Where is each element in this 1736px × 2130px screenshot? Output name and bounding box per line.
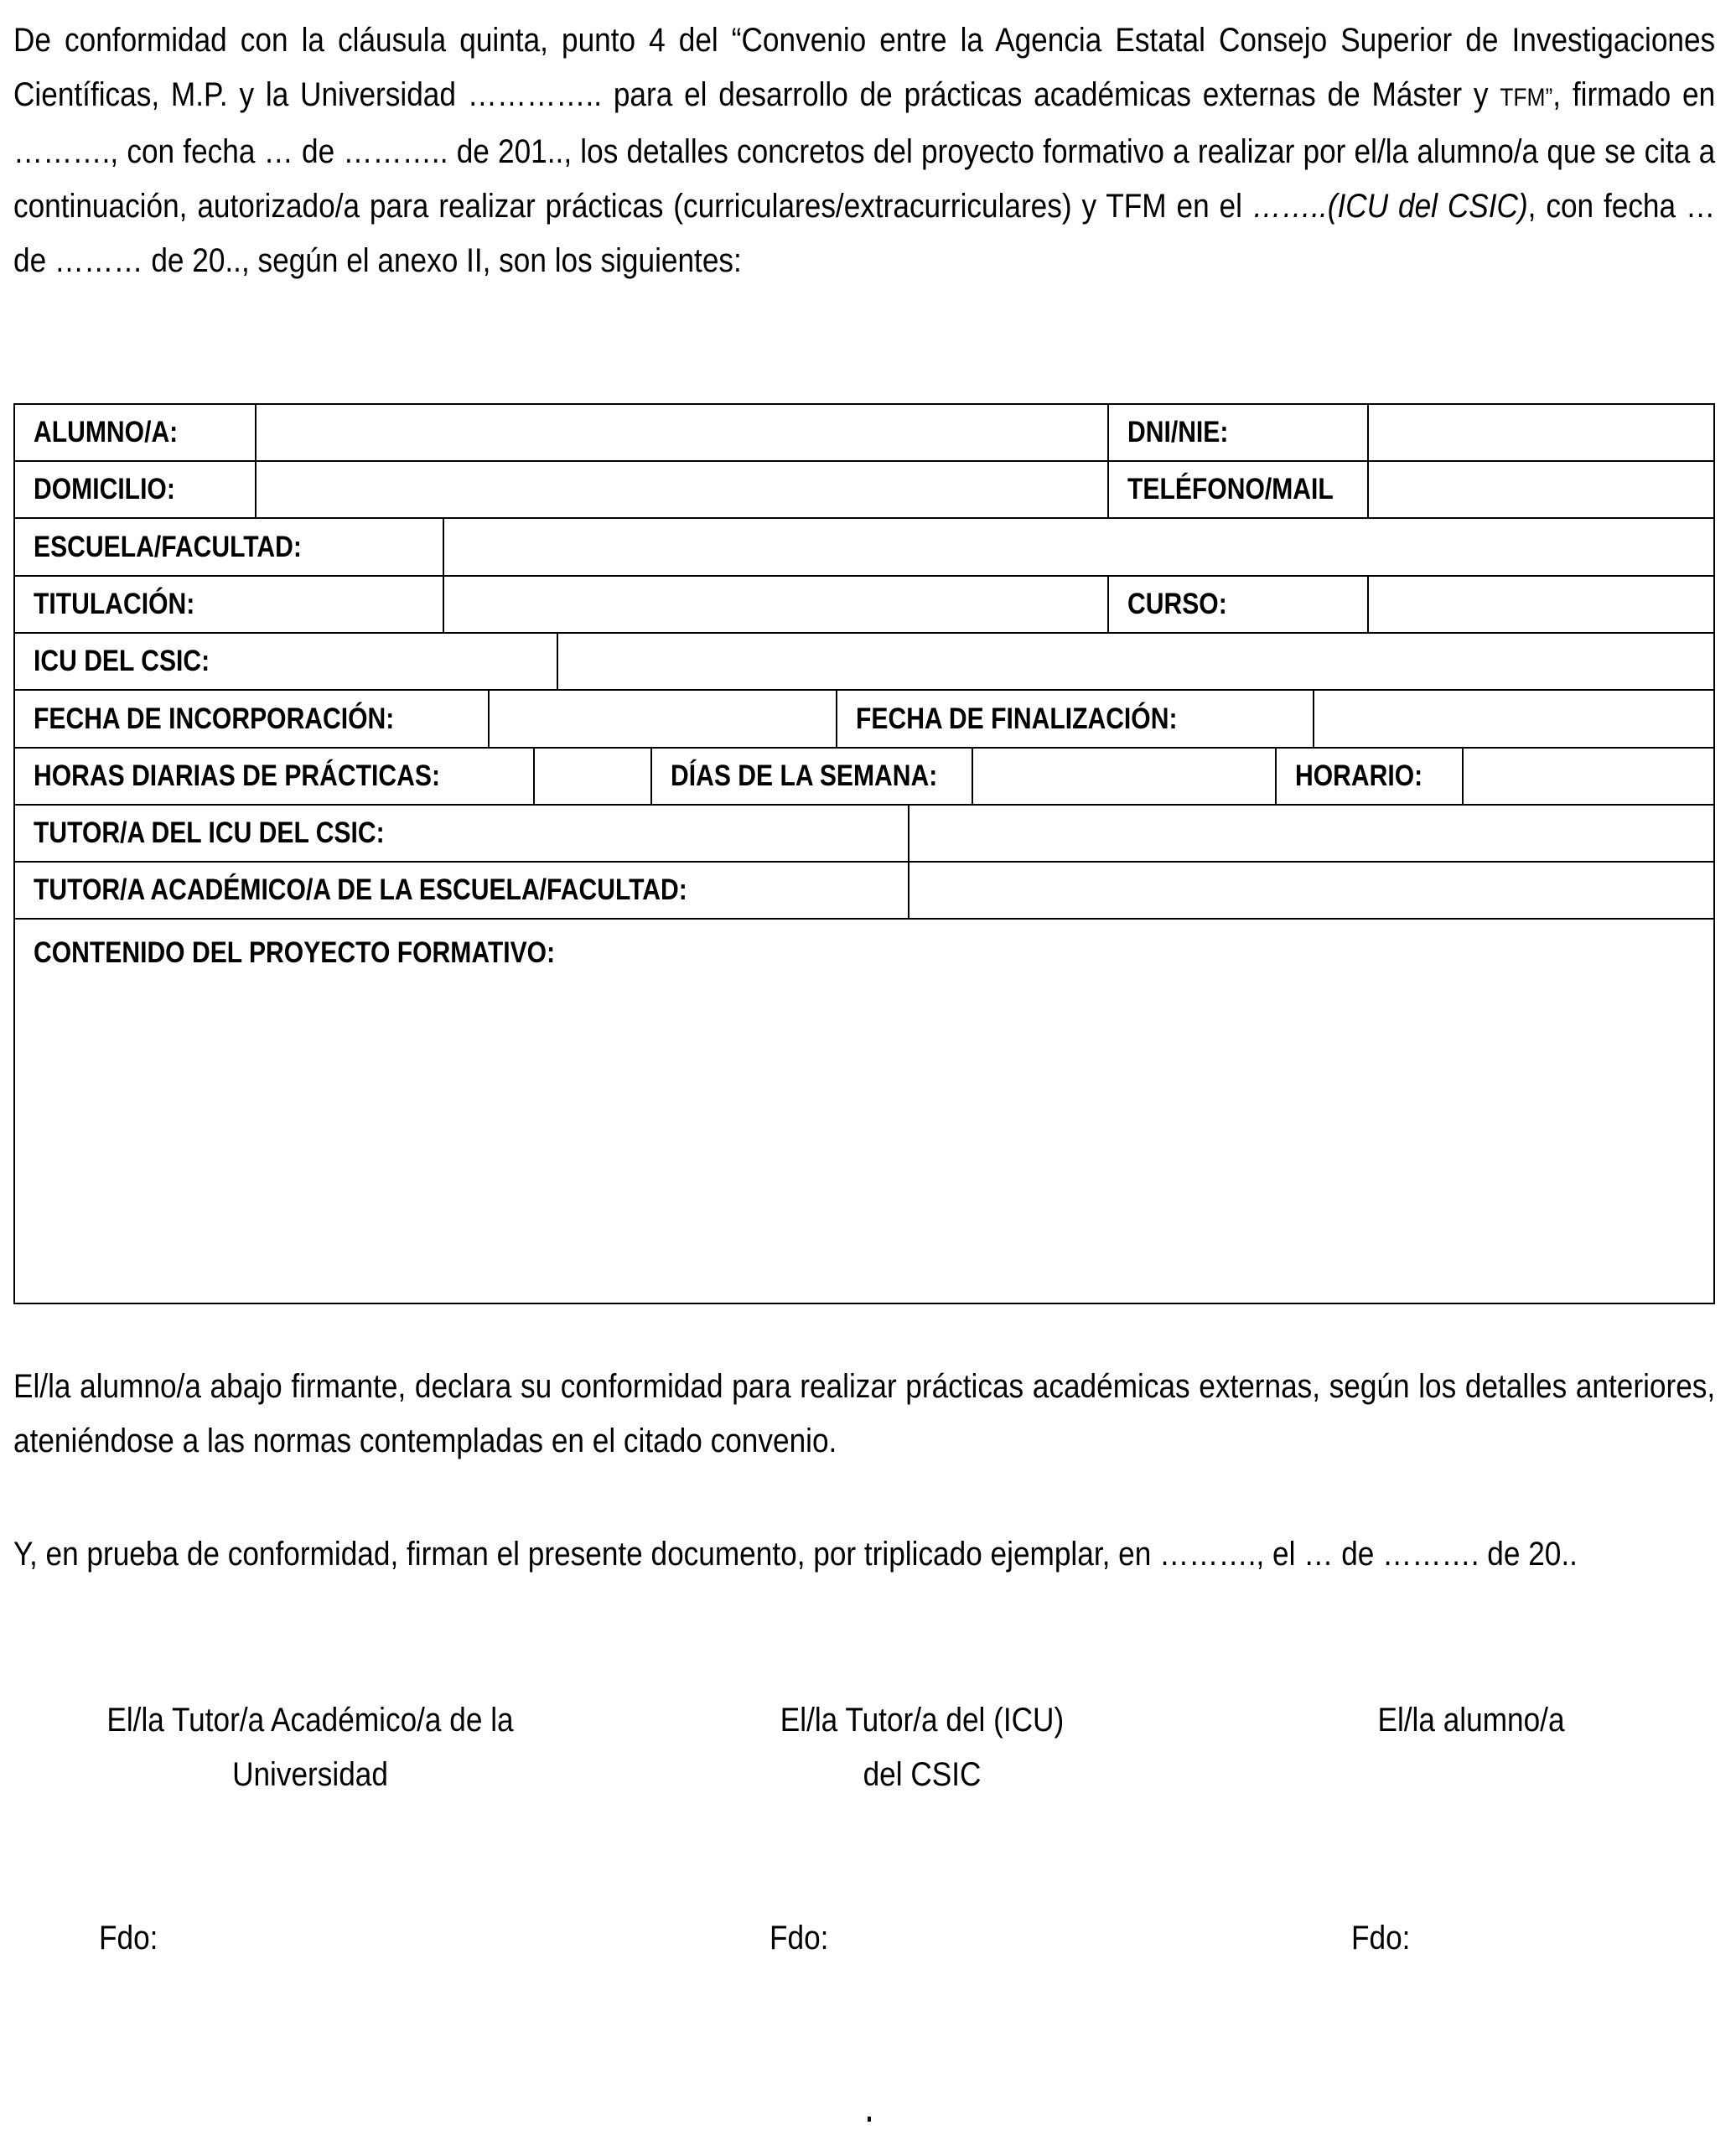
cell-curso-label bbox=[1109, 577, 1369, 632]
cell-tutor-academico-label bbox=[15, 863, 909, 918]
cell-dias-label bbox=[652, 749, 973, 804]
input-escuela[interactable] bbox=[444, 519, 1713, 575]
student-line: El/la alumno/a bbox=[1377, 1702, 1565, 1739]
cell-fecha-inc-label bbox=[15, 691, 490, 747]
row-escuela bbox=[15, 519, 1713, 577]
input-horas[interactable] bbox=[535, 749, 652, 804]
input-fecha-finalizacion[interactable] bbox=[1314, 691, 1713, 747]
signature-academic-tutor-heading bbox=[89, 1693, 531, 1802]
label-tutor-icu: TUTOR/A DEL ICU DEL CSIC: bbox=[34, 816, 385, 849]
label-titulacion: TITULACIÓN: bbox=[34, 588, 195, 620]
input-dias[interactable] bbox=[973, 749, 1277, 804]
label-domicilio: DOMICILIO: bbox=[34, 473, 175, 505]
academic-tutor-line1: El/la Tutor/a Académico/a de la bbox=[106, 1702, 514, 1739]
cell-dni-label bbox=[1109, 405, 1369, 460]
intro-text-3: , con fecha … de ……… de 20.., según el anexo II, son los siguientes: bbox=[13, 188, 1716, 279]
cell-titulacion-label bbox=[15, 577, 444, 632]
row-alumno bbox=[15, 405, 1713, 462]
cell-telefono-label bbox=[1109, 462, 1369, 517]
input-telefono[interactable] bbox=[1369, 462, 1713, 517]
input-horario[interactable] bbox=[1464, 749, 1713, 804]
row-horas bbox=[15, 749, 1713, 806]
input-alumno[interactable] bbox=[257, 405, 1109, 460]
cell-tutor-icu-label bbox=[15, 806, 909, 861]
input-dni[interactable] bbox=[1369, 405, 1713, 460]
input-tutor-academico[interactable] bbox=[909, 863, 1713, 918]
row-icu bbox=[15, 634, 1713, 691]
row-contenido[interactable] bbox=[15, 920, 1713, 1304]
cell-alumno-label bbox=[15, 405, 257, 460]
fdo-academic-tutor[interactable]: Fdo: bbox=[99, 1920, 158, 1956]
intro-paragraph bbox=[13, 13, 1715, 288]
label-telefono: TELÉFONO/MAIL bbox=[1127, 473, 1334, 505]
label-alumno: ALUMNO/A: bbox=[34, 416, 179, 448]
label-curso: CURSO: bbox=[1127, 588, 1227, 620]
fdo-icu-tutor[interactable]: Fdo: bbox=[770, 1920, 829, 1956]
intro-icu-placeholder: ……..(ICU del CSIC) bbox=[1251, 188, 1528, 225]
label-icu: ICU DEL CSIC: bbox=[34, 645, 210, 677]
label-dias: DÍAS DE LA SEMANA: bbox=[671, 759, 938, 792]
cell-fecha-fin-label bbox=[837, 691, 1314, 747]
label-horario: HORARIO: bbox=[1295, 759, 1423, 792]
input-domicilio[interactable] bbox=[257, 462, 1109, 517]
input-titulacion[interactable] bbox=[444, 577, 1109, 632]
signature-student-heading bbox=[1327, 1693, 1614, 1748]
label-fecha-incorporacion: FECHA DE INCORPORACIÓN: bbox=[34, 702, 395, 735]
academic-tutor-line2: Universidad bbox=[232, 1756, 388, 1793]
input-tutor-icu[interactable] bbox=[909, 806, 1713, 861]
signature-icu-tutor-heading bbox=[723, 1693, 1121, 1802]
page-footer-mark bbox=[868, 2117, 871, 2122]
fdo-student[interactable]: Fdo: bbox=[1351, 1920, 1411, 1956]
label-escuela: ESCUELA/FACULTAD: bbox=[34, 530, 302, 563]
input-curso[interactable] bbox=[1369, 577, 1713, 632]
conformity-paragraph: Y, en prueba de conformidad, firman el presente documento, por triplicado ejemplar, en ………., el … de ………. de 20.. bbox=[13, 1536, 1578, 1573]
label-tutor-academico: TUTOR/A ACADÉMICO/A DE LA ESCUELA/FACULTAD: bbox=[34, 873, 687, 906]
intro-text-2: , firmado en ………., con fecha … de ……….. de 201.., los detalles concretos del proyecto formativo a realizar por el/la alumno/a que se cita a continuación, autorizado/a para realizar prácticas (curriculares/extracurriculares) y TFM en el bbox=[13, 76, 1716, 225]
row-tutor-icu bbox=[15, 806, 1713, 863]
label-fecha-finalizacion: FECHA DE FINALIZACIÓN: bbox=[856, 702, 1178, 735]
cell-icu-label bbox=[15, 634, 558, 689]
cell-domicilio-label bbox=[15, 462, 257, 517]
row-titulacion bbox=[15, 577, 1713, 634]
declaration-paragraph: El/la alumno/a abajo firmante, declara su conformidad para realizar prácticas académicas externas, según los detalles anteriores, ateniéndose a las normas contempladas en el citado convenio. bbox=[13, 1368, 1716, 1459]
input-fecha-incorporacion[interactable] bbox=[490, 691, 837, 747]
icu-tutor-line1: El/la Tutor/a del (ICU) bbox=[780, 1702, 1065, 1739]
intro-tfm: TFM” bbox=[1500, 84, 1553, 111]
icu-tutor-line2: del CSIC bbox=[863, 1756, 982, 1793]
label-contenido: CONTENIDO DEL PROYECTO FORMATIVO: bbox=[34, 936, 556, 969]
project-form-table bbox=[13, 403, 1715, 1304]
cell-horario-label bbox=[1277, 749, 1464, 804]
label-horas: HORAS DIARIAS DE PRÁCTICAS: bbox=[34, 759, 440, 792]
input-icu[interactable] bbox=[558, 634, 1713, 689]
row-fechas bbox=[15, 691, 1713, 749]
label-dni: DNI/NIE: bbox=[1127, 416, 1229, 448]
row-tutor-academico bbox=[15, 863, 1713, 920]
cell-escuela-label bbox=[15, 519, 444, 575]
row-domicilio bbox=[15, 462, 1713, 519]
intro-text-1: De conformidad con la cláusula quinta, punto 4 del “Convenio entre la Agencia Estatal Consejo Superior de Investigaciones Científicas, M.P. y la Universidad ………….. para el desarrollo de prácticas académicas externas de Máster y bbox=[13, 22, 1716, 113]
cell-horas-label bbox=[15, 749, 535, 804]
